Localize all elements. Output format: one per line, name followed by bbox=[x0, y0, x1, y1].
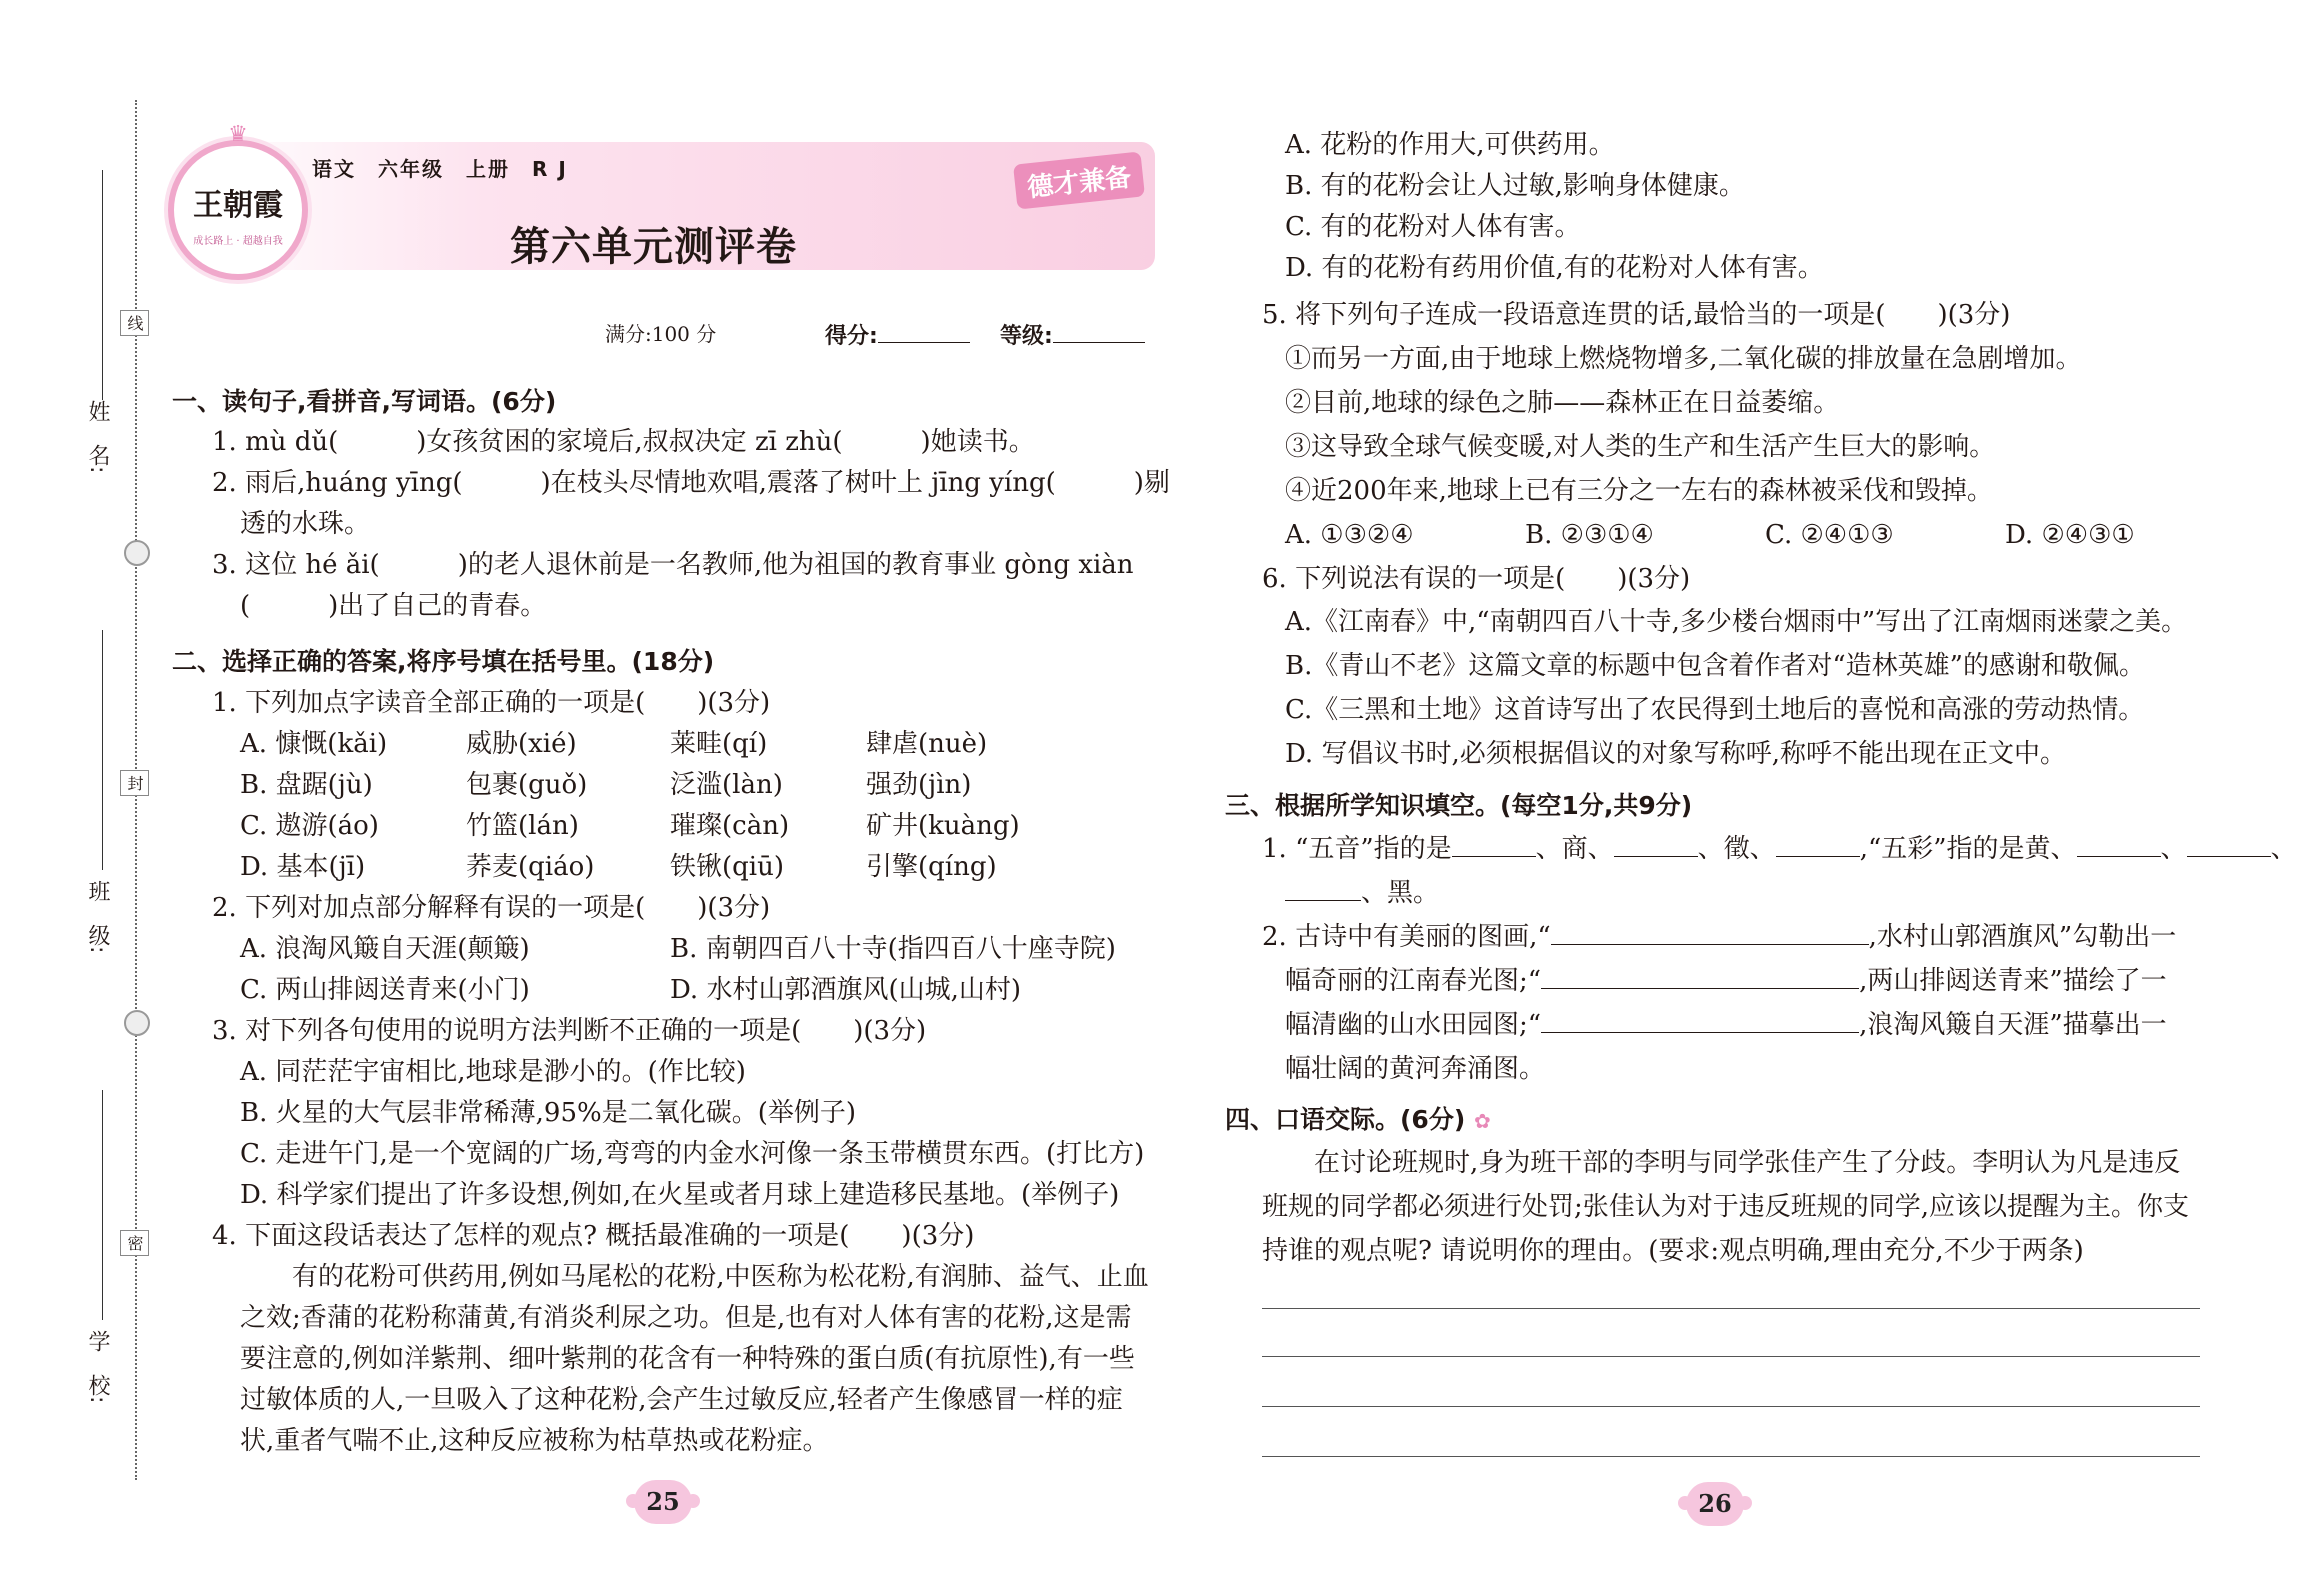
q2-5-item-3: ③这导致全球气候变暖,对人类的生产和生活产生巨大的影响。 bbox=[1285, 432, 1996, 462]
blank-color-1[interactable] bbox=[2077, 830, 2161, 857]
answer-line-3[interactable] bbox=[1262, 1406, 2200, 1407]
answer-line-4[interactable] bbox=[1262, 1456, 2200, 1457]
q1-2b: 透的水珠。 bbox=[240, 509, 371, 539]
s3-q1-line2[interactable] bbox=[1285, 873, 1439, 913]
class-underline bbox=[102, 630, 103, 870]
q2-5-item-4: ④近200年来,地球上已有三分之一左右的森林被采伐和毁掉。 bbox=[1285, 476, 1993, 506]
section-2-heading: 二、选择正确的答案,将序号填在括号里。(18分) bbox=[172, 647, 715, 676]
q2-3-option-d: D. 科学家们提出了许多设想,例如,在火星或者月球上建造移民基地。(举例子) bbox=[240, 1180, 1120, 1210]
passage-line: 要注意的,例如洋紫荆、细叶紫荆的花含有一种特殊的蛋白质(有抗原性),有一些 bbox=[240, 1344, 1135, 1374]
logo-badge bbox=[168, 122, 308, 280]
answer-line-1[interactable] bbox=[1262, 1308, 2200, 1309]
mark-line-box: 线 bbox=[120, 310, 149, 336]
full-score: 满分:100 分 bbox=[605, 322, 717, 346]
q2-5-item-1: ①而另一方面,由于地球上燃烧物增多,二氧化碳的排放量在急剧增加。 bbox=[1285, 344, 2082, 374]
q2-4: 4. 下面这段话表达了怎样的观点? 概括最准确的一项是( )(3分) bbox=[212, 1221, 975, 1251]
s3-q2-line2[interactable] bbox=[1285, 961, 2167, 1001]
q1-3b: ( )出了自己的青春。 bbox=[240, 591, 547, 621]
school-underline bbox=[102, 1090, 103, 1320]
school-label: 学 校: bbox=[85, 1330, 110, 1404]
q2-4-option-c: C. 有的花粉对人体有害。 bbox=[1285, 212, 1581, 242]
option-c2: 竹篮(lán) bbox=[466, 811, 579, 841]
option-b4: 强劲(jìn) bbox=[866, 770, 972, 800]
q2-4-option-d: D. 有的花粉有药用价值,有的花粉对人体有害。 bbox=[1285, 253, 1824, 283]
s3-q2-text: ,水村山郭酒旗风”勾勒出一 bbox=[1868, 922, 2177, 952]
margin-dolphin-icon bbox=[124, 1010, 150, 1036]
q2-5-choice-d: D. ②④③① bbox=[2005, 520, 2135, 550]
logo-crown-icon: ♛ bbox=[228, 122, 248, 147]
option-a4: 肆虐(nuè) bbox=[866, 729, 988, 759]
s3-q1-text: 1. “五音”指的是 bbox=[1262, 834, 1452, 864]
s3-q1-line1[interactable] bbox=[1262, 829, 2297, 869]
q2-4-option-b: B. 有的花粉会让人过敏,影响身体健康。 bbox=[1285, 171, 1745, 201]
score-line bbox=[605, 318, 716, 347]
class-label: 班 级: bbox=[85, 880, 110, 954]
s4-text-line: 持谁的观点呢? 请说明你的理由。(要求:观点明确,理由充分,不少于两条) bbox=[1262, 1236, 2084, 1266]
option-d1: D. 基本(jī) bbox=[240, 852, 366, 882]
score-label: 得分: bbox=[825, 324, 878, 349]
option-d3: 铁锹(qiū) bbox=[670, 852, 784, 882]
option-a1: A. 慷慨(kǎi) bbox=[240, 729, 388, 759]
s3-q2-line3[interactable] bbox=[1285, 1005, 2167, 1045]
s4-text-line: 在讨论班规时,身为班干部的李明与同学张佳产生了分歧。李明认为凡是违反 bbox=[1262, 1148, 2181, 1178]
q1-2a: 2. 雨后,huáng yīng( )在枝头尽情地欢唱,震落了树叶上 jīng yíng( )剔 bbox=[212, 468, 1170, 498]
blank-poem-2[interactable] bbox=[1541, 962, 1859, 989]
passage-line: 过敏体质的人,一旦吸入了这种花粉,会产生过敏反应,轻者产生像感冒一样的症 bbox=[240, 1385, 1123, 1415]
s3-q1-wucai: ,“五彩”指的是黄、 bbox=[1859, 834, 2077, 864]
option-b1: B. 盘踞(jù) bbox=[240, 770, 373, 800]
decor-flower-icon: ✿ bbox=[1473, 1109, 1491, 1133]
q2-3-option-c: C. 走进午门,是一个宽阔的广场,弯弯的内金水河像一条玉带横贯东西。(打比方) bbox=[240, 1139, 1145, 1169]
s4-text-line: 班规的同学都必须进行处罚;张佳认为对于违反班规的同学,应该以提醒为主。你支 bbox=[1262, 1192, 2190, 1222]
blank-color-3[interactable] bbox=[1285, 874, 1361, 901]
grade-label: 等级: bbox=[1000, 324, 1053, 349]
q2-2-option-b: B. 南朝四百八十寺(指四百八十座寺院) bbox=[670, 934, 1116, 964]
section-3-heading: 三、根据所学知识填空。(每空1分,共9分) bbox=[1225, 791, 1693, 820]
logo-text: 王朝霞 bbox=[193, 188, 283, 223]
margin-dolphin-icon bbox=[124, 540, 150, 566]
q2-2-option-d: D. 水村山郭酒旗风(山城,山村) bbox=[670, 975, 1022, 1005]
blank-yu[interactable] bbox=[1776, 830, 1860, 857]
s3-q1-dun: 、 bbox=[2270, 834, 2297, 864]
s3-q1-dun: 、 bbox=[2160, 834, 2187, 864]
s3-q2-text: 2. 古诗中有美丽的图画,“ bbox=[1262, 922, 1551, 952]
option-d2: 荞麦(qiáo) bbox=[466, 852, 595, 882]
score-field[interactable] bbox=[825, 316, 970, 350]
passage-line: 之效;香蒲的花粉称蒲黄,有消炎利尿之功。但是,也有对人体有害的花粉,这是需 bbox=[240, 1303, 1132, 1333]
s3-q2-text: 幅清幽的山水田园图;“ bbox=[1285, 1010, 1542, 1040]
q2-3-option-a: A. 同茫茫宇宙相比,地球是渺小的。(作比较) bbox=[240, 1057, 746, 1087]
option-c4: 矿井(kuàng) bbox=[866, 811, 1020, 841]
blank-poem-3[interactable] bbox=[1541, 1006, 1859, 1033]
q2-5-choice-b: B. ②③①④ bbox=[1525, 520, 1654, 550]
passage-line: 有的花粉可供药用,例如马尾松的花粉,中医称为松花粉,有润肺、益气、止血 bbox=[240, 1262, 1149, 1292]
q1-1: 1. mù dǔ( )女孩贫困的家境后,叔叔决定 zī zhù( )她读书。 bbox=[212, 427, 1035, 457]
q2-2-option-a: A. 浪淘风簸自天涯(颠簸) bbox=[240, 934, 530, 964]
passage-line: 状,重者气喘不止,这种反应被称为枯草热或花粉症。 bbox=[240, 1426, 829, 1456]
q2-4-option-a: A. 花粉的作用大,可供药用。 bbox=[1285, 130, 1615, 160]
q2-1: 1. 下列加点字读音全部正确的一项是( )(3分) bbox=[212, 688, 771, 718]
option-c3: 璀璨(càn) bbox=[670, 811, 790, 841]
q2-6: 6. 下列说法有误的一项是( )(3分) bbox=[1262, 564, 1691, 594]
q2-6-option-b: B.《青山不老》这篇文章的标题中包含着作者对“造林英雄”的感谢和敬佩。 bbox=[1285, 651, 2145, 681]
blank-gong[interactable] bbox=[1452, 830, 1536, 857]
option-a3: 莱畦(qí) bbox=[670, 729, 768, 759]
section-4-heading bbox=[1225, 1100, 1491, 1141]
q2-2: 2. 下列对加点部分解释有误的一项是( )(3分) bbox=[212, 893, 771, 923]
s3-q2-text: ,两山排闼送青来”描绘了一 bbox=[1859, 966, 2167, 996]
q2-6-option-d: D. 写倡议书时,必须根据倡议的对象写称呼,称呼不能出现在正文中。 bbox=[1285, 739, 2066, 769]
blank-color-2[interactable] bbox=[2187, 830, 2271, 857]
page-number-left: 25 bbox=[634, 1480, 692, 1524]
name-label: 姓 名: bbox=[85, 400, 110, 474]
logo-subtext: 成长路上 · 超越自我 bbox=[193, 236, 283, 247]
blank-poem-1[interactable] bbox=[1551, 918, 1869, 945]
header-badge: 德才兼备 bbox=[1013, 151, 1145, 209]
name-underline bbox=[102, 170, 103, 400]
q2-5-item-2: ②目前,地球的绿色之肺——森林正在日益萎缩。 bbox=[1285, 388, 1840, 418]
s3-q1-hei: 、黑。 bbox=[1361, 878, 1440, 908]
mark-close-box: 密 bbox=[120, 1230, 149, 1256]
grade-field[interactable] bbox=[1000, 316, 1145, 350]
mark-seal-box: 封 bbox=[120, 770, 149, 796]
s3-q2-text: 幅奇丽的江南春光图;“ bbox=[1285, 966, 1542, 996]
blank-jue[interactable] bbox=[1614, 830, 1698, 857]
q2-3: 3. 对下列各句使用的说明方法判断不正确的一项是( )(3分) bbox=[212, 1016, 927, 1046]
q2-2-option-c: C. 两山排闼送青来(小门) bbox=[240, 975, 530, 1005]
q2-6-option-a: A.《江南春》中,“南朝四百八十寺,多少楼台烟雨中”写出了江南烟雨迷蒙之美。 bbox=[1285, 607, 2188, 637]
option-d4: 引擎(qíng) bbox=[866, 852, 997, 882]
answer-line-2[interactable] bbox=[1262, 1356, 2200, 1357]
q2-5-choice-c: C. ②④①③ bbox=[1765, 520, 1894, 550]
s3-q1-zhi: 、徵、 bbox=[1697, 834, 1776, 864]
q1-3a: 3. 这位 hé ǎi( )的老人退休前是一名教师,他为祖国的教育事业 gòng xiàn bbox=[212, 550, 1134, 580]
option-c1: C. 遨游(áo) bbox=[240, 811, 379, 841]
q2-3-option-b: B. 火星的大气层非常稀薄,95%是二氧化碳。(举例子) bbox=[240, 1098, 856, 1128]
subject-line: 语文 六年级 上册 R J bbox=[312, 157, 568, 181]
page-number-right: 26 bbox=[1686, 1482, 1744, 1526]
option-b2: 包裹(guǒ) bbox=[466, 770, 588, 800]
q2-5: 5. 将下列句子连成一段语意连贯的话,最恰当的一项是( )(3分) bbox=[1262, 300, 2011, 330]
q2-5-choice-a: A. ①③②④ bbox=[1285, 520, 1414, 550]
option-b3: 泛滥(làn) bbox=[670, 770, 783, 800]
page-title: 第六单元测评卷 bbox=[510, 224, 797, 270]
s3-q2-text: ,浪淘风簸自天涯”描摹出一 bbox=[1859, 1010, 2167, 1040]
option-a2: 威胁(xié) bbox=[466, 729, 577, 759]
section-1-heading: 一、读句子,看拼音,写词语。(6分) bbox=[172, 387, 557, 416]
s3-q1-shang: 、商、 bbox=[1535, 834, 1614, 864]
q2-6-option-c: C.《三黑和土地》这首诗写出了农民得到土地后的喜悦和高涨的劳动热情。 bbox=[1285, 695, 2145, 725]
s3-q2-line4: 幅壮阔的黄河奔涌图。 bbox=[1285, 1054, 1546, 1084]
section-4-title: 四、口语交际。(6分) bbox=[1225, 1105, 1466, 1134]
s3-q2-line1[interactable] bbox=[1262, 917, 2176, 957]
